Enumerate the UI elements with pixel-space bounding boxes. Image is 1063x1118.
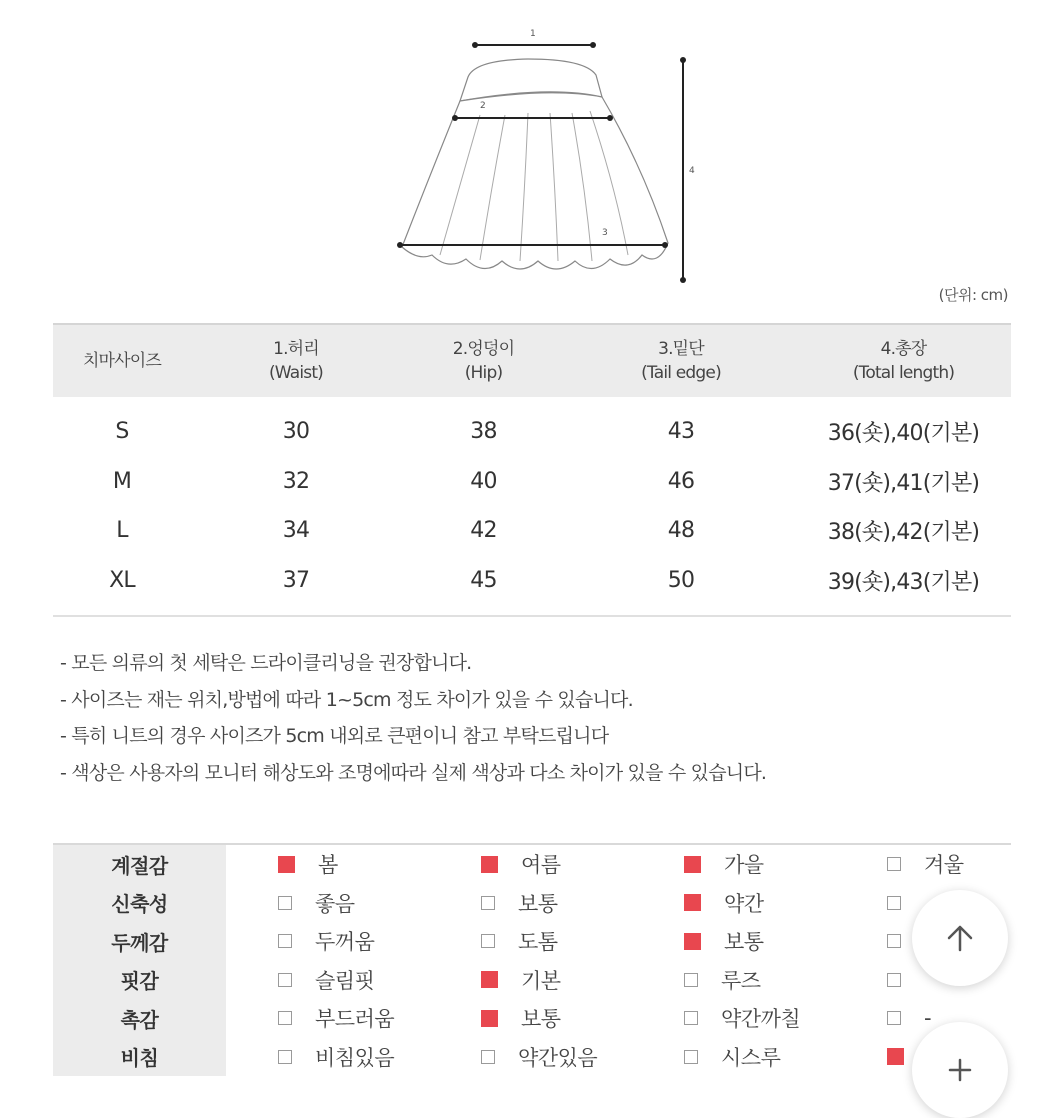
measure-label-3: 3: [602, 228, 608, 238]
checkbox-unchecked: [481, 1050, 495, 1064]
checkbox-checked: [481, 1010, 498, 1027]
checkbox-unchecked: [887, 934, 901, 948]
header-tail-edge: 3.밑단 (Tail edge): [641, 339, 721, 383]
unit-note: (단위: cm): [938, 286, 1008, 304]
option: 여름: [481, 849, 561, 879]
option: 좋음: [278, 888, 355, 918]
checkbox-checked: [684, 894, 701, 911]
skirt-body: [402, 93, 668, 269]
option: 약간: [684, 888, 764, 918]
attr-row-stretch: [53, 884, 1011, 923]
header-hip: 2.엉덩이 (Hip): [452, 339, 515, 383]
skirt-measurement-diagram: [380, 15, 710, 300]
header-total-length: 4.총장 (Total length): [852, 339, 955, 383]
checkbox-unchecked: [887, 973, 901, 987]
size-table-header: [53, 323, 1011, 397]
attr-label: 비침: [53, 1038, 226, 1077]
option: -: [887, 1006, 931, 1030]
header-waist: 1.허리 (Waist): [268, 339, 324, 383]
table-row: [53, 506, 1011, 556]
length-cell: 37(숏),41(기본): [827, 470, 980, 496]
attr-label: 신축성: [53, 884, 226, 923]
option: 두꺼움: [278, 926, 374, 956]
option: 가을: [684, 849, 764, 879]
option: 부드러움: [278, 1003, 394, 1033]
checkbox-unchecked: [684, 1011, 698, 1025]
attr-label: 촉감: [53, 999, 226, 1038]
tail-cell: 46: [667, 468, 695, 494]
checkbox-checked: [481, 971, 498, 988]
size-cell: S: [115, 419, 129, 445]
hip-cell: 38: [470, 419, 497, 445]
note-line: - 모든 의류의 첫 세탁은 드라이클리닝을 권장합니다.: [60, 652, 472, 674]
checkbox-checked: [278, 856, 295, 873]
checkbox-checked: [684, 933, 701, 950]
attr-row-touch: [53, 999, 1011, 1038]
waist-cell: 37: [282, 567, 310, 593]
checkbox-unchecked: [887, 1011, 901, 1025]
attr-row-fit: [53, 961, 1011, 1000]
option: 보통: [684, 926, 764, 956]
option: 시스루: [684, 1042, 780, 1072]
option: 비침있음: [278, 1042, 394, 1072]
header-size: 치마사이즈: [82, 351, 162, 371]
checkbox-checked: [684, 856, 701, 873]
checkbox-unchecked: [684, 973, 698, 987]
note-line: - 사이즈는 재는 위치,방법에 따라 1~5cm 정도 차이가 있을 수 있습니다.: [60, 688, 633, 711]
option: 겨울: [887, 849, 964, 879]
size-table-body: [53, 397, 1011, 617]
size-cell: L: [116, 518, 128, 544]
care-notes: [60, 648, 766, 794]
checkbox-unchecked: [481, 896, 495, 910]
hip-cell: 45: [470, 567, 497, 593]
size-table: [53, 323, 1011, 617]
option: [887, 973, 924, 987]
option: 루즈: [684, 965, 761, 995]
measure-label-1: 1: [530, 29, 536, 39]
attr-label: 계절감: [53, 845, 226, 884]
checkbox-unchecked: [278, 973, 292, 987]
checkbox-unchecked: [481, 934, 495, 948]
option: 도톰: [481, 926, 558, 956]
tail-cell: 43: [667, 419, 695, 445]
plus-icon: [940, 1050, 980, 1090]
scroll-to-top-button[interactable]: [912, 890, 1008, 986]
floating-action-button[interactable]: [912, 1022, 1008, 1118]
tail-cell: 48: [667, 518, 695, 544]
attribute-table: [53, 843, 1011, 1076]
length-cell: 39(숏),43(기본): [827, 569, 980, 595]
checkbox-unchecked: [278, 934, 292, 948]
attr-row-season: [53, 845, 1011, 884]
length-cell: 38(숏),42(기본): [827, 520, 980, 546]
waist-cell: 30: [282, 419, 310, 445]
option: 보통: [481, 1003, 561, 1033]
note-line: - 색상은 사용자의 모니터 해상도와 조명에따라 실제 색상과 다소 차이가 있을 수 있습니다.: [60, 761, 767, 784]
hip-cell: 42: [470, 518, 497, 544]
checkbox-unchecked: [278, 896, 292, 910]
table-row: [53, 457, 1011, 507]
option: 약간있음: [481, 1042, 597, 1072]
attr-label: 두께감: [53, 922, 226, 961]
checkbox-checked: [481, 856, 498, 873]
size-cell: XL: [109, 567, 135, 593]
waist-cell: 32: [282, 468, 310, 494]
option: 기본: [481, 965, 561, 995]
tail-cell: 50: [667, 567, 695, 593]
option: 약간까칠: [684, 1003, 800, 1033]
attr-row-thickness: [53, 922, 1011, 961]
attr-row-sheer: [53, 1038, 1011, 1077]
checkbox-unchecked: [887, 857, 901, 871]
table-row: [53, 407, 1011, 457]
length-cell: 36(숏),40(기본): [827, 421, 980, 447]
option: 보통: [481, 888, 558, 918]
hip-cell: 40: [470, 468, 497, 494]
table-row: [53, 556, 1011, 606]
checkbox-unchecked: [278, 1011, 292, 1025]
checkbox-unchecked: [278, 1050, 292, 1064]
measure-label-4: 4: [689, 166, 695, 176]
measure-label-2: 2: [480, 101, 486, 111]
checkbox-unchecked: [887, 896, 901, 910]
checkbox-unchecked: [684, 1050, 698, 1064]
option: 슬림핏: [278, 965, 374, 995]
option: 봄: [278, 849, 338, 879]
note-line: - 특히 니트의 경우 사이즈가 5cm 내외로 큰편이니 참고 부탁드립니다: [60, 725, 609, 747]
arrow-up-icon: [940, 918, 980, 958]
waist-cell: 34: [282, 518, 310, 544]
option: [887, 896, 924, 910]
size-cell: M: [112, 468, 132, 494]
attr-label: 핏감: [53, 961, 226, 1000]
